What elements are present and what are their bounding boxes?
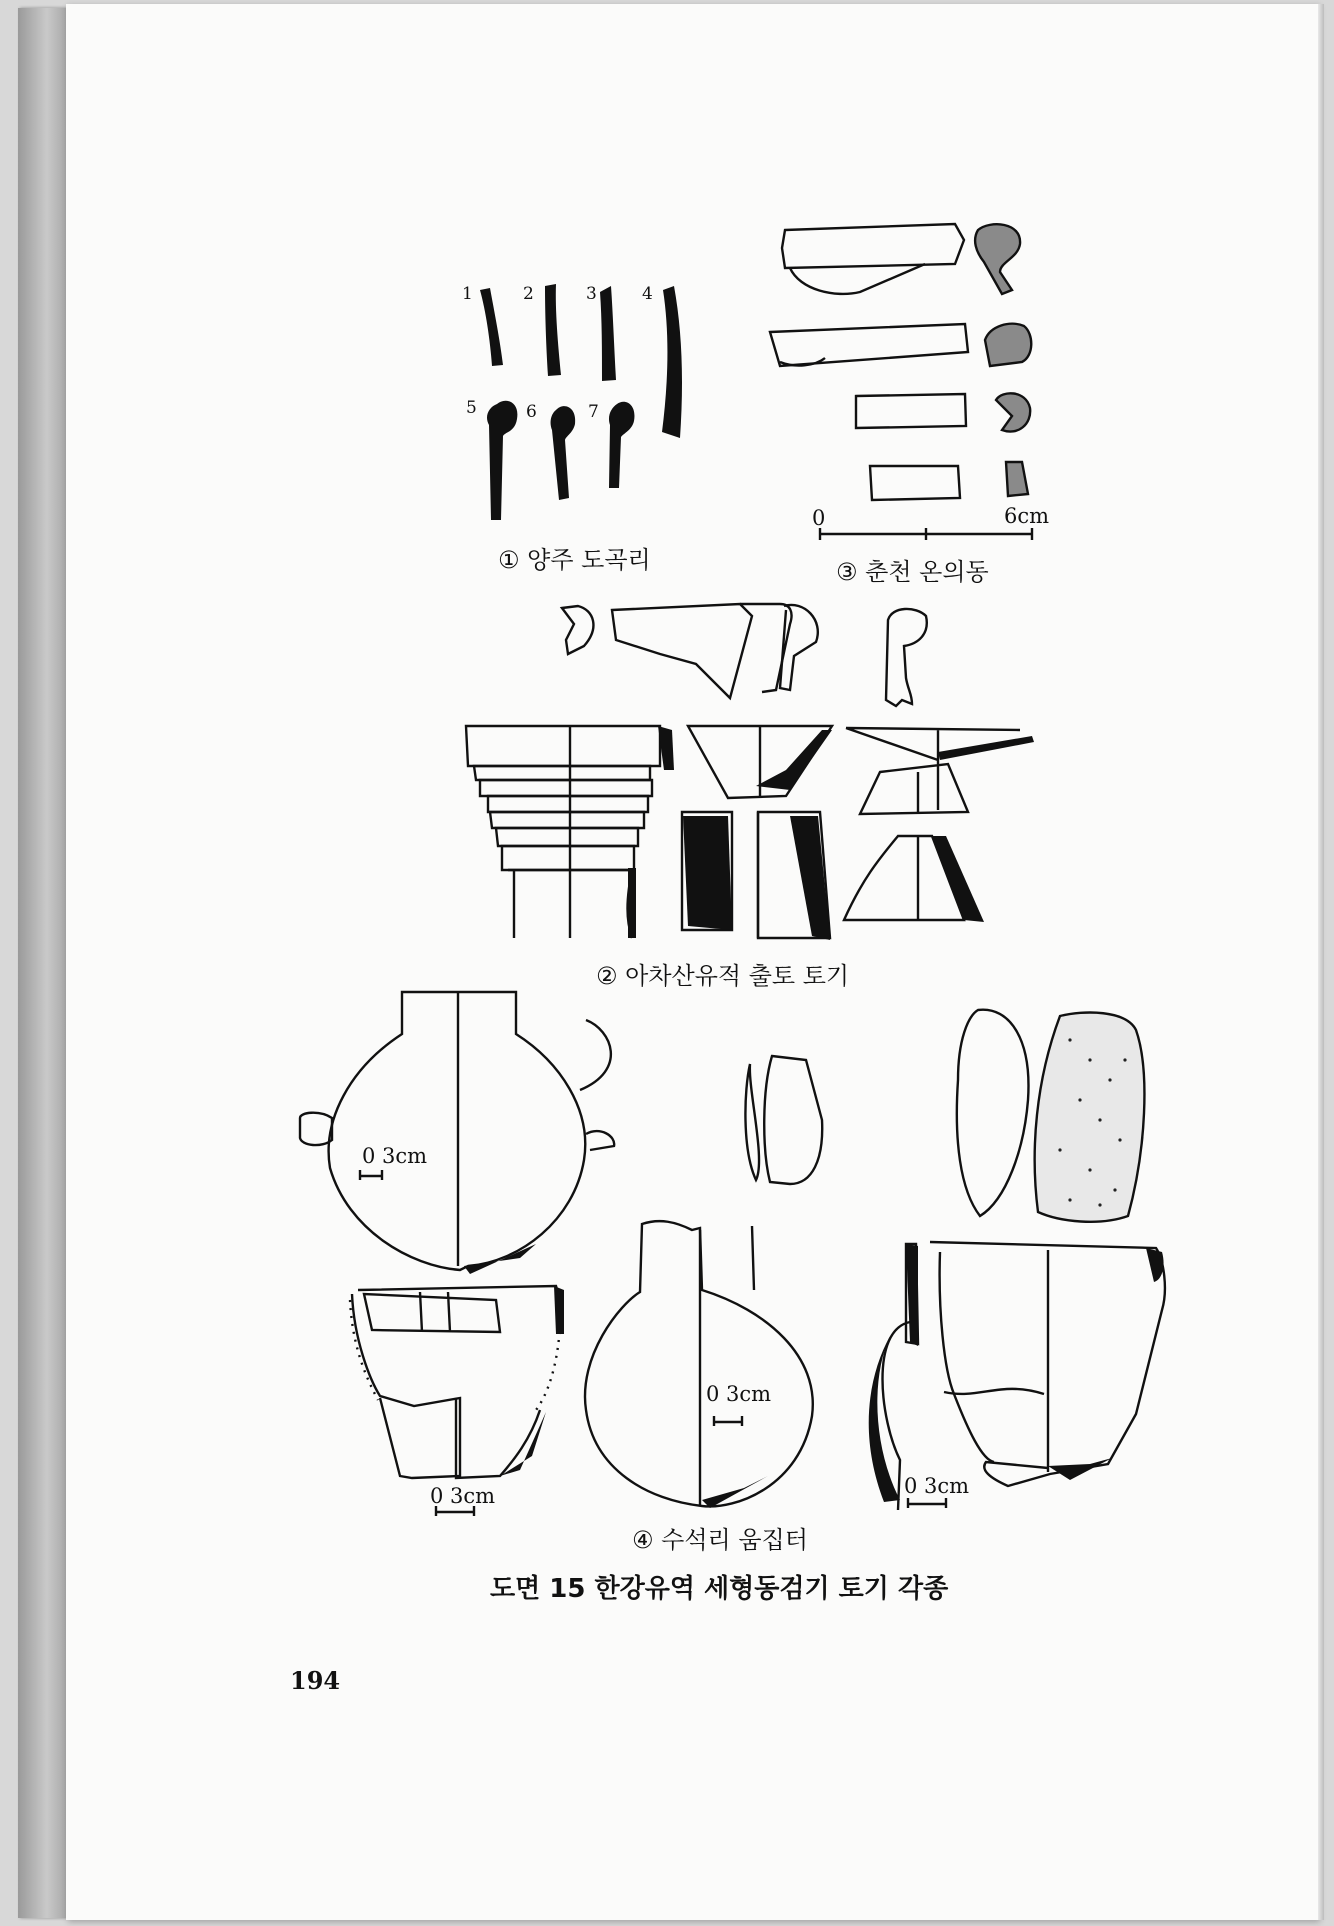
panel1-sherds <box>480 284 682 520</box>
sherd-number: 3 <box>586 284 597 304</box>
scale-label: 0 3cm <box>706 1382 772 1406</box>
panel-label: ① 양주 도곡리 <box>498 546 651 574</box>
panel-label: ③ 춘천 온의동 <box>836 558 989 586</box>
sherd-number: 2 <box>523 284 534 304</box>
scale-end: 6cm <box>1004 504 1050 528</box>
sherd-3 <box>600 286 616 381</box>
sherd-number: 5 <box>466 398 477 418</box>
scale-label: 0 3cm <box>430 1484 496 1508</box>
panel3-rims <box>770 224 1032 540</box>
scale-label: 0 3cm <box>362 1144 428 1168</box>
sherd-number: 1 <box>462 284 473 304</box>
sherd-7 <box>609 402 634 488</box>
scale-label: 0 3cm <box>904 1474 970 1498</box>
sherd-number: 4 <box>642 284 653 304</box>
sherd-4 <box>662 286 682 438</box>
panel-label: ② 아차산유적 출토 토기 <box>596 962 850 990</box>
sherd-2 <box>545 284 561 376</box>
page-number: 194 <box>290 1666 341 1695</box>
scale-start: 0 <box>812 506 826 530</box>
panel4-vessels <box>300 992 1165 1516</box>
panel2-vessels <box>466 604 1034 940</box>
sherd-number: 6 <box>526 402 537 422</box>
sherd-number: 7 <box>588 402 599 422</box>
figure-caption: 도면 15 한강유역 세형동검기 토기 각종 <box>490 1574 949 1604</box>
sherd-6 <box>551 406 576 500</box>
sherd-1 <box>480 288 503 366</box>
panel-label: ④ 수석리 움집터 <box>632 1526 808 1554</box>
sherd-5 <box>487 401 517 520</box>
